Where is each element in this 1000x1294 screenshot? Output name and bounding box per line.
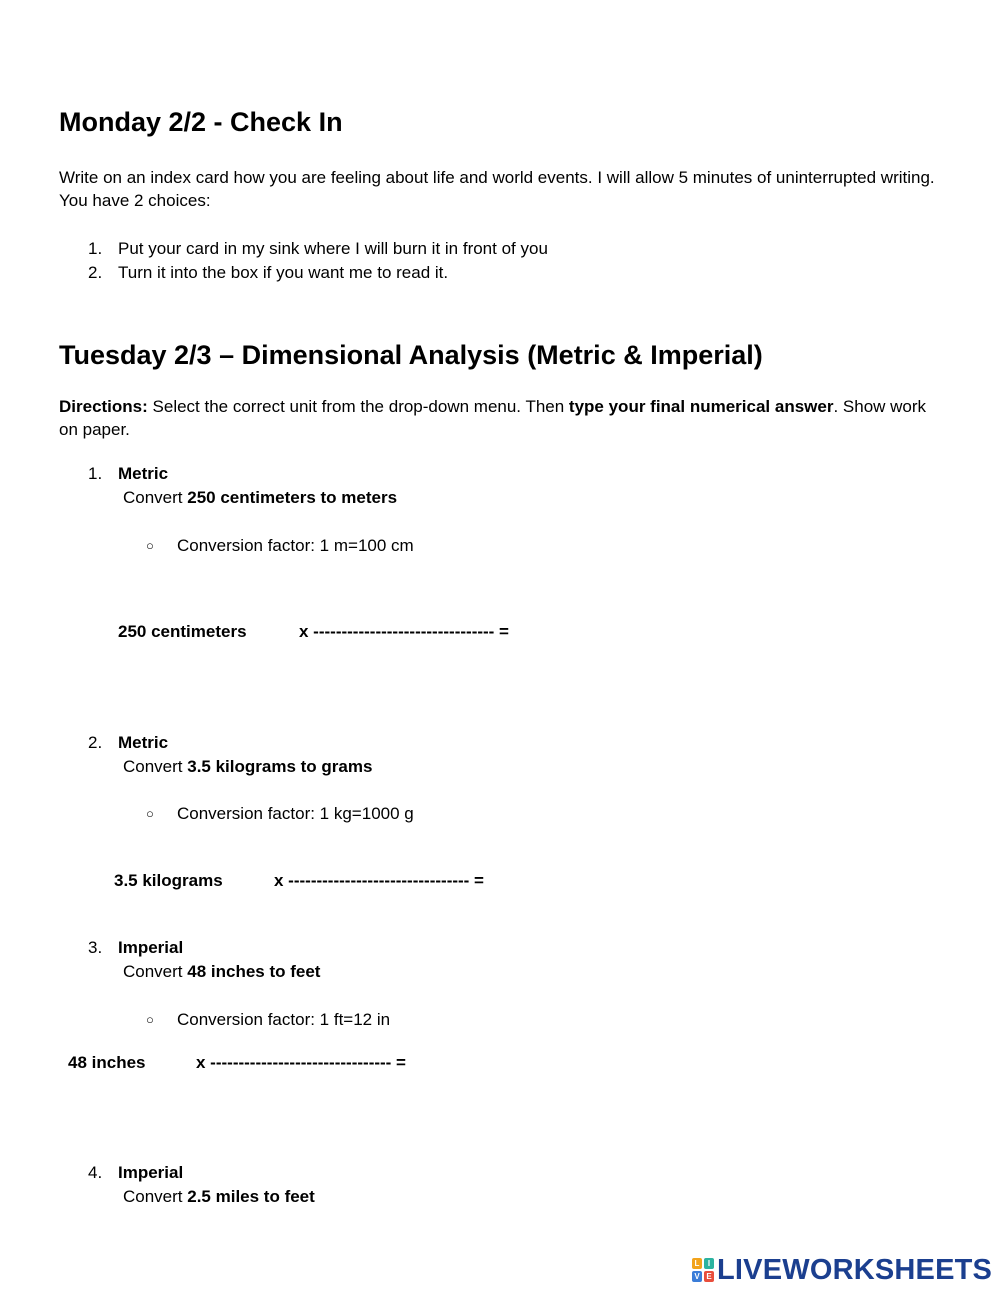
problem-number: 2. [88,733,103,752]
problem-convert [123,1185,315,1208]
convert-bold: 3.5 kilograms to grams [187,757,373,776]
convert-prefix: Convert [123,962,188,981]
choice-number: 2. [88,263,103,282]
directions [59,395,949,441]
logo-icon [692,1258,714,1282]
problem-number: 3. [88,938,103,957]
problem-type: Imperial [118,938,184,957]
choice-text: Put your card in my sink where I will burn it in front of you [118,239,548,258]
given-value: 3.5 kilograms [114,871,223,890]
equation-line: x -------------------------------- = [196,1053,406,1072]
equation-line: x -------------------------------- = [299,622,509,641]
conversion-factor: Conversion factor: 1 ft=12 in [177,1010,391,1029]
given-value: 48 inches [68,1053,146,1072]
choice-text: Turn it into the box if you want me to read it. [118,263,449,282]
problem-convert [123,755,372,778]
logo-letter: E [704,1271,714,1282]
conversion-factor: Conversion factor: 1 kg=1000 g [177,804,414,823]
liveworksheets-logo [692,1253,993,1286]
logo-letter: L [692,1258,702,1269]
convert-bold: 2.5 miles to feet [187,1187,315,1206]
bullet-icon: ○ [146,538,154,553]
convert-prefix: Convert [123,1187,188,1206]
bullet-icon: ○ [146,806,154,821]
problem-type: Imperial [118,1163,184,1182]
equation-line: x -------------------------------- = [274,871,484,890]
convert-prefix: Convert [123,757,188,776]
problem-number: 4. [88,1163,103,1182]
problem-convert [123,486,397,509]
tuesday-heading: Tuesday 2/3 – Dimensional Analysis (Metric & Imperial) [59,340,763,370]
problem-number: 1. [88,464,103,483]
logo-letter: V [692,1271,702,1282]
directions-label: Directions: [59,397,148,416]
convert-bold: 48 inches to feet [187,962,321,981]
bullet-icon: ○ [146,1012,154,1027]
problem-convert [123,960,320,983]
directions-bold: type your final numerical answer [568,397,834,416]
logo-letter: I [704,1258,714,1269]
given-value: 250 centimeters [118,622,247,641]
monday-intro: Write on an index card how you are feeling about life and world events. I will allow 5 minutes of uninterrupted writing. You have 2 choices: [59,168,935,210]
monday-heading: Monday 2/2 - Check In [59,107,343,137]
conversion-factor: Conversion factor: 1 m=100 cm [177,536,414,555]
problem-type: Metric [118,464,169,483]
directions-text: Select the correct unit from the drop-down menu. Then [147,397,569,416]
convert-prefix: Convert [123,488,188,507]
convert-bold: 250 centimeters to meters [187,488,398,507]
problem-type: Metric [118,733,169,752]
directions-text-end: . Show work on paper. [59,397,927,439]
choice-number: 1. [88,239,103,258]
logo-text: LIVEWORKSHEETS [717,1253,993,1286]
